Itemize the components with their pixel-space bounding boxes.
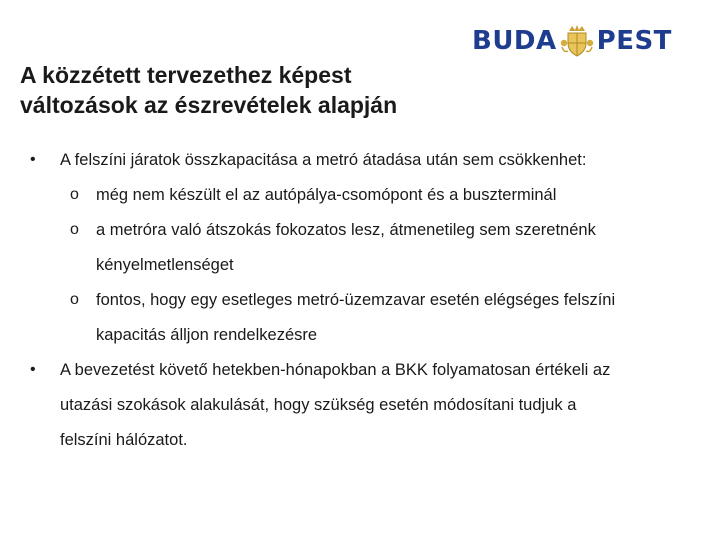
bullet-text-line: A bevezetést követő hetekben-hónapokban a BKK folyamatosan értékeli az	[60, 361, 611, 379]
logo-word-buda: BUDA	[472, 26, 557, 56]
subbullet-marker: o	[70, 291, 79, 308]
subbullet-text-line: még nem készült el az autópálya-csomópont és a buszterminál	[96, 186, 557, 204]
coat-of-arms-icon	[559, 23, 595, 59]
bullet-text-line: A felszíni járatok összkapacitása a metró átadása után sem csökkenhet:	[60, 151, 587, 169]
title-line-2: változások az észrevételek alapján	[20, 92, 398, 118]
bullet-text-line: felszíni hálózatot.	[60, 431, 188, 449]
subbullet-marker: o	[70, 221, 79, 238]
subbullet-text-line: kapacitás álljon rendelkezésre	[96, 326, 318, 344]
bullet-text-line: utazási szokások alakulását, hogy szükség esetén módosítani tudjuk a	[60, 396, 577, 414]
budapest-logo	[472, 22, 690, 60]
logo-word-pest: PEST	[596, 26, 672, 56]
subbullet-text-line: kényelmetlenséget	[96, 256, 234, 274]
subbullet-marker: o	[70, 186, 79, 203]
subbullet-text-line: fontos, hogy egy esetleges metró-üzemzavar esetén elégséges felszíni	[96, 291, 616, 309]
bullet-marker: •	[30, 361, 36, 378]
bullet-marker: •	[30, 151, 36, 168]
title-line-1: A közzétett tervezethez képest	[20, 62, 352, 88]
slide-title	[20, 60, 460, 120]
subbullet-text-line: a metróra való átszokás fokozatos lesz, átmenetileg sem szeretnénk	[96, 221, 596, 239]
